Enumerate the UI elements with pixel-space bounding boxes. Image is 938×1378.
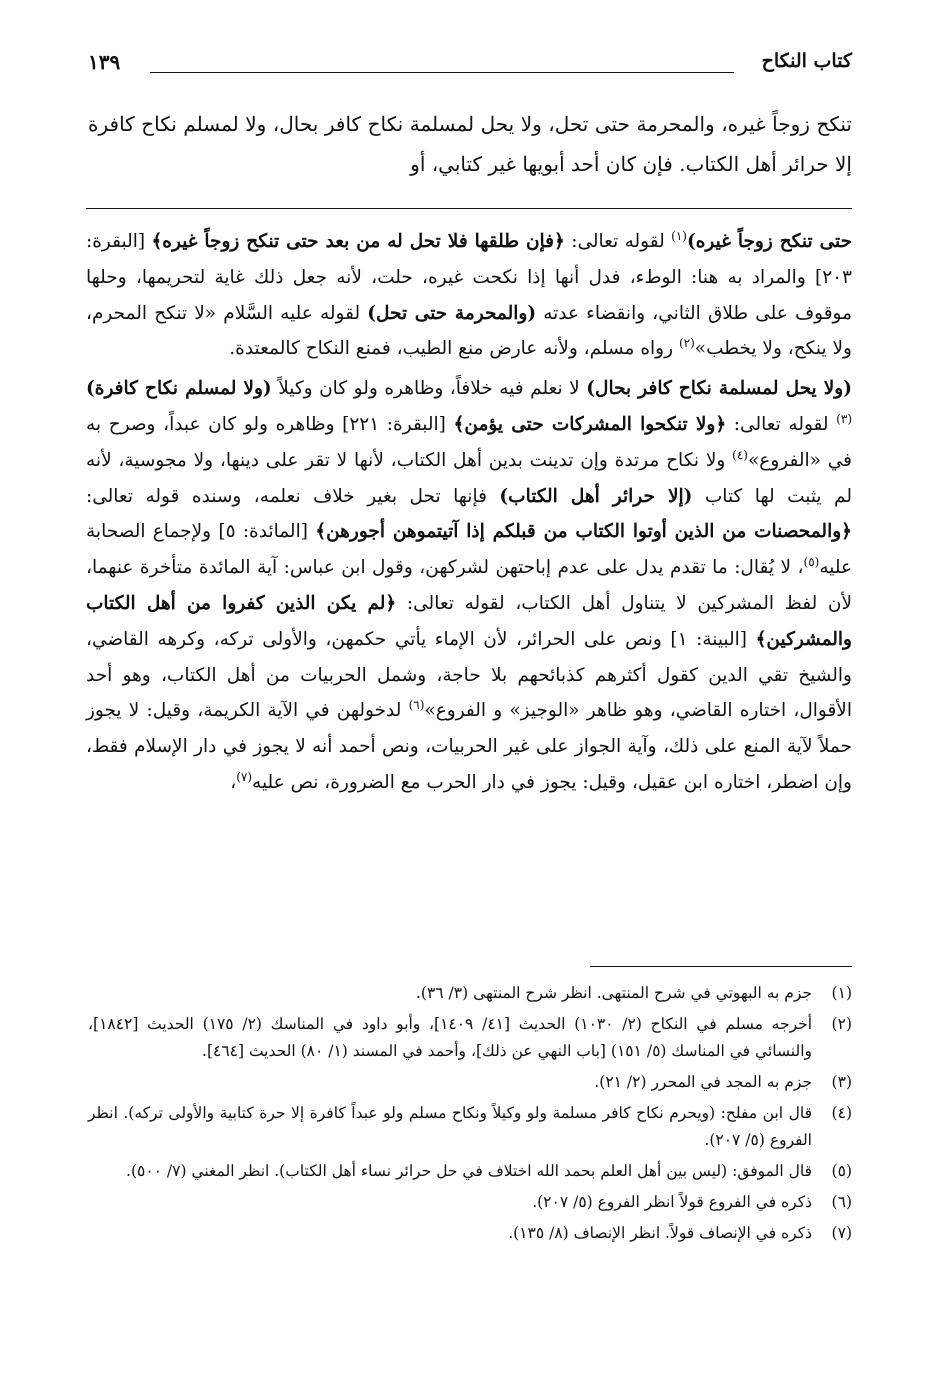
commentary-paragraph xyxy=(86,224,852,367)
footnote xyxy=(88,1220,852,1247)
footnote xyxy=(88,1011,852,1065)
quran-verse: ﴿فإن طلقها فلا تحل له من بعد حتى تنكح زوجاً غيره﴾ xyxy=(151,231,565,252)
commentary-text: [المائدة: ٥] ولإجماع الصحابة عليه xyxy=(86,521,852,579)
quran-verse: ﴿لم يكن الذين كفروا من أهل الكتاب والمشركين﴾ xyxy=(86,592,852,650)
commentary-text: ، لا يُقال: ما تقدم يدل على عدم إباحتهن لشركهن، وقول ابن عباس: آية المائدة متأخرة عنهما، لأن لفظ المشركين لا يتناول أهل الكتاب، لقوله تعالى: xyxy=(86,557,853,614)
footnote-number: (١) xyxy=(831,984,852,1002)
commentary-text: [البينة: ١] ونص على الحرائر، لأن الإماء يأتي حكمهن، والأولى تركه، وكرهه القاضي، والشيخ تقي الدين كقول أكثرهم كذبائحهم بلا حاجة، وشمل الحربيات من أهل الكتاب، وهو أحد الأقوال، اختاره القاضي، وهو ظاهر «الوجيز» و الفروع» xyxy=(86,628,852,722)
footnote xyxy=(88,1069,852,1096)
footnote-marker: (١) xyxy=(671,228,687,243)
footnote-number: (٢) xyxy=(831,1015,852,1033)
commentary xyxy=(86,224,852,801)
quoted-text: حتى تنكح زوجاً غيره) xyxy=(686,231,853,252)
footnote xyxy=(88,1100,852,1154)
commentary-text: لقوله عليه السَّلام «لا تنكح المحرم، ولا ينكح، ولا يخطب» xyxy=(86,302,852,360)
quoted-text: (ولا لمسلم نكاح كافرة) xyxy=(86,378,272,400)
footnotes xyxy=(88,980,852,1251)
footnote-text: ذكره في الفروع قولاً انظر الفروع (٥/ ٢٠٧). xyxy=(532,1193,812,1211)
quoted-text: (إلا حرائر أهل الكتاب) xyxy=(499,485,693,507)
footnote-number: (٥) xyxy=(831,1162,852,1180)
footnote-text: قال الموفق: (ليس بين أهل العلم بحمد الله اختلاف في حل حرائر نساء أهل الكتاب). انظر المغني (٧/ ٥٠٠). xyxy=(126,1162,812,1180)
footnote xyxy=(88,1189,852,1216)
commentary-text: فإنها تحل بغير خلاف نعلمه، وسنده قوله تعالى: xyxy=(86,485,500,507)
footnote-text: جزم به البهوتي في شرح المنتهى. انظر شرح المنتهى (٣/ ٣٦). xyxy=(415,984,812,1002)
main-text-divider xyxy=(86,208,852,209)
footnote-number: (٦) xyxy=(831,1193,852,1211)
footnote-number: (٣) xyxy=(831,1073,852,1091)
commentary-text: لقوله تعالى: xyxy=(726,413,837,435)
footnote xyxy=(88,980,852,1007)
footnote-text: جزم به المجد في المحرر (٢/ ٢١). xyxy=(594,1073,812,1091)
quran-verse: ﴿والمحصنات من الذين أوتوا الكتاب من قبلكم إذا آتيتموهن أجورهن﴾ xyxy=(315,521,852,543)
commentary-text: [البقرة: ٢٢١] وظاهره ولو كان عبداً، وصرح به في «الفروع» xyxy=(86,413,852,471)
footnote-marker: (٦) xyxy=(408,698,425,713)
quran-verse: ﴿ولا تنكحوا المشركات حتى يؤمن﴾ xyxy=(453,413,727,435)
page-number: ١٣٩ xyxy=(88,50,121,74)
footnote-marker: (٤) xyxy=(732,447,748,462)
footnote-marker: (٣) xyxy=(836,411,852,426)
footnote xyxy=(88,1158,852,1185)
main-text xyxy=(88,104,852,184)
footnote-text: أخرجه مسلم في النكاح (٢/ ١٠٣٠) الحديث [٤١/ ١٤٠٩]، وأبو داود في المناسك (٢/ ١٧٥) الحديث [١٨٤٢]، والنسائي في المناسك (٥/ ١٥١) [باب النهي عن ذلك]، وأحمد في المسند (١/ ٨٠) الحديث [٤٦٤]. xyxy=(88,1015,813,1060)
commentary-text: [البقرة: ٢٠٣] والمراد به هنا: الوطء، فدل أنها إذا نكحت غيره، حلت، لأنه جعل ذلك غاية لتحريمها، وحلها موقوف على طلاق الثاني، وانقضاء عدته xyxy=(86,231,853,324)
footnote-text: قال ابن مفلح: (ويحرم نكاح كافر مسلمة ولو وكيلاً ونكاح مسلم ولو عبداً كافرة إلا حرة كتابية والأولى تركه). انظر الفروع (٥/ ٢٠٧). xyxy=(88,1104,812,1149)
footnote-marker: (٢) xyxy=(678,336,695,351)
commentary-text: لا نعلم فيه خلافاً، وظاهره ولو كان وكيلاً xyxy=(271,378,587,400)
main-text-content: تنكح زوجاً غيره، والمحرمة حتى تحل، ولا يحل لمسلمة نكاح كافر بحال، ولا لمسلم نكاح كافرة إلا حرائر أهل الكتاب. فإن كان أحد أبويها غير كتابي، أو xyxy=(88,112,852,176)
quoted-text: (ولا يحل لمسلمة نكاح كافر بحال) xyxy=(586,378,852,400)
header-rule xyxy=(150,72,734,73)
running-header xyxy=(88,50,852,84)
footnote-marker: (٥) xyxy=(803,555,820,570)
footnote-divider xyxy=(590,966,852,967)
commentary-text: ولا نكاح مرتدة وإن تدينت بدين أهل الكتاب، لأنها لا تقر على دينها، ولا مجوسية، لأنه لم يثبت لها كتاب xyxy=(86,449,852,507)
commentary-text: لدخولهن في الآية الكريمة، وقيل: لا يجوز حملاً لآية المنع على ذلك، وآية الجواز على غير الحربيات، ونص أحمد أنه لا يجوز في دار الإسلام فقط، وإن اضطر، اختاره ابن عقيل، وقيل: يجوز في دار الحرب مع الضرورة، نص عليه xyxy=(86,700,852,793)
commentary-text: ، xyxy=(230,771,237,793)
footnote-number: (٧) xyxy=(831,1224,852,1242)
commentary-text: رواه مسلم، ولأنه عارض منع الطيب، فمنع النكاح كالمعتدة. xyxy=(229,338,679,360)
commentary-paragraph xyxy=(86,371,852,801)
commentary-text: لقوله تعالى: xyxy=(564,231,672,252)
footnote-marker: (٧) xyxy=(236,769,253,784)
quoted-text: (والمحرمة حتى تحل) xyxy=(367,302,537,324)
footnote-number: (٤) xyxy=(831,1104,852,1122)
chapter-title: كتاب النكاح xyxy=(761,50,852,72)
footnote-text: ذكره في الإنصاف قولاً. انظر الإنصاف (٨/ ١٣٥). xyxy=(508,1224,812,1242)
